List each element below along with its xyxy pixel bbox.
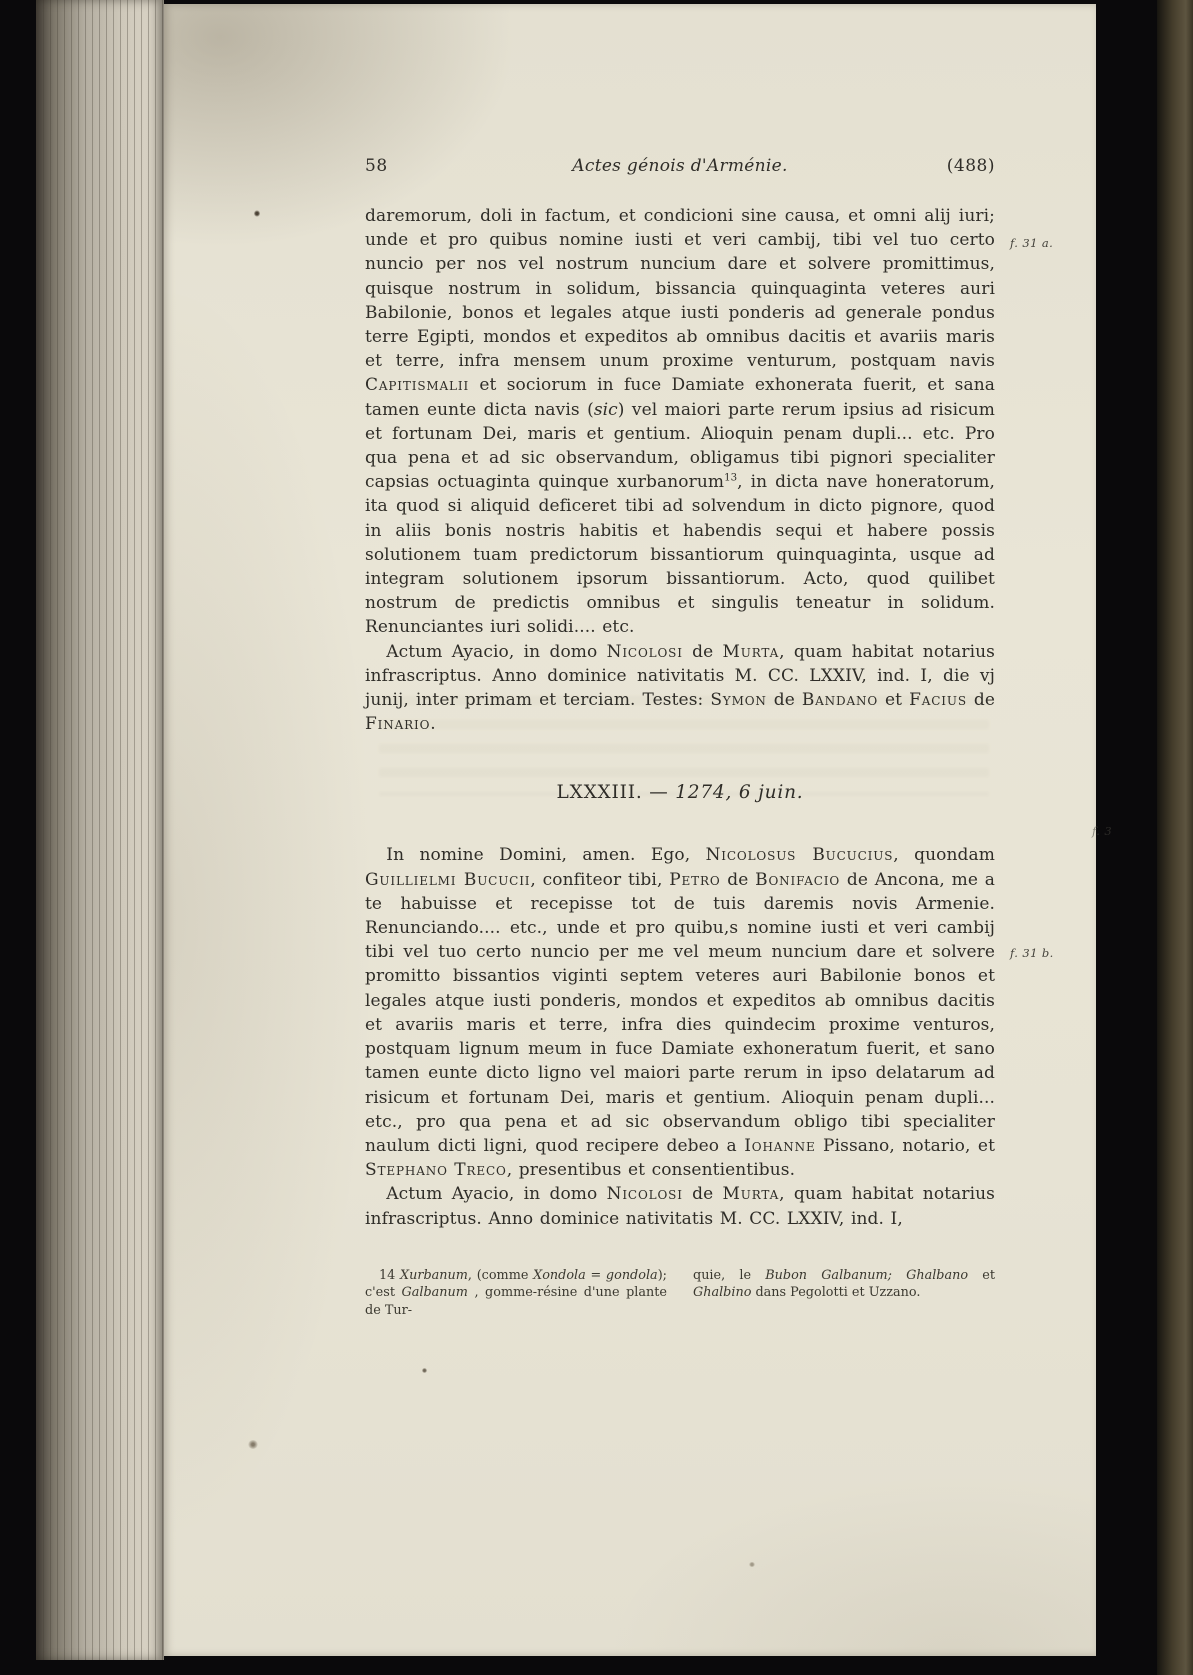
text-block [365, 156, 995, 1319]
footnote-left-column: 14 Xurbanum, (comme Xondola = gondola); c'est Galbanum , gomme-résine d'une plante de Tur- [365, 1267, 667, 1318]
scanned-book-page [164, 4, 1113, 1656]
margin-note-folio-31a: f. 31 a. [1010, 236, 1054, 250]
page-number: 58 [365, 156, 388, 176]
running-title: Actes génois d'Arménie. [572, 156, 788, 176]
paragraph-actum-1: Actum Ayacio, in domo Nicolosi de Murta, quam habitat notarius infrascriptus. Anno dominice nativitatis M. CC. LXXIV, ind. I, die vj junij, inter primam et terciam. Testes: Symon de Bandano et Facius de Finario. [365, 641, 996, 735]
footnote [365, 1267, 995, 1320]
folio-number: (488) [946, 156, 995, 176]
paper-stain [422, 1368, 427, 1373]
book-page-edges [36, 0, 164, 1660]
running-header [365, 156, 995, 176]
margin-note-folio-31b: f. 31 b. [1010, 946, 1054, 960]
margin-note-edge: f. 3 [1092, 824, 1113, 838]
paper-stain [248, 1440, 258, 1449]
footnote-right-column: quie, le Bubon Galbanum; Ghalbano et Ghalbino dans Pegolotti et Uzzano. [693, 1267, 996, 1301]
paragraph-actum-2: Actum Ayacio, in domo Nicolosi de Murta, quam habitat notarius infrascriptus. Anno dominice nativitatis M. CC. LXXIV, ind. I, [365, 1184, 995, 1229]
paragraph-act-lxxxiii: In nomine Domini, amen. Ego, Nicolosus Bucucius, quondam Guillielmi Bucucii, confiteor tibi, Petro de Bonifacio de Ancona, me a te habuisse et recepisse tot de tuis daremis novis Armenie. Renunciando.... etc., unde et pro quibu,s nomine iusti et veri cambij tibi vel tuo certo nuncio per me vel meum nuncium dare et solvere promitto bissantios viginti septem veteres auri Babilonie bonos et legales atque iusti ponderis, mondos et expeditos ab omnibus dacitis et avariis maris et terre, infra dies quindecim proxime venturos, postquam lignum meum in fuce Damiate exhoneratum fuerit, et sano tamen eunte dicto ligno vel maiori parte rerum in ipso delatarum ad risicum et fortunam Dei, maris et gentium. Alioquin penam dupli... etc., pro qua pena et ad sic observandum obligo tibi specialiter naulum dicti ligni, quod recipere debeo a Iohanne Pissano, notario, et Stephano Treco, presentibus et consentientibus. [365, 845, 995, 1181]
paragraph-continuation: daremorum, doli in factum, et condicioni sine causa, et omni alij iuri; unde et pro quibus nomine iusti et veri cambij, tibi vel tuo certo nuncio per nos vel nostrum nuncium dare et solvere promittimus, quisque nostrum in solidum, bissancia quinquaginta veteres auri Babilonie, bonos et legales atque iusti ponderis ad generale pondus terre Egipti, mondos et expeditos ab omnibus dacitis et avariis maris et terre, infra mensem unum proxime venturum, postquam navis Capitismalii et sociorum in fuce Damiate exhonerata fuerit, et sana tamen eunte dicta navis (sic) vel maiori parte rerum ipsius ad risicum et fortunam Dei, maris et gentium. Alioquin penam dupli... etc. Pro qua pena et ad sic observandum, obligamus tibi pignori specialiter capsias octuaginta quinque xurbanorum$^{13}$, in dicta nave honeratorum, ita quod si aliquid deficeret tibi ad solvendum in dicto pignore, quod in aliis bonis nostris habitis et habendis sequi et habere possis solutionem tuam predictorum bissantiorum quinquaginta, usque ad integram solutionem ipsorum bissantiorum. Acto, quod quilibet nostrum de predictis omnibus et singulis teneatur in solidum. Renunciantes iuri solidi.... etc. [365, 206, 995, 638]
adjacent-page-edge [1157, 0, 1193, 1675]
paper-stain [749, 1562, 755, 1567]
section-heading: LXXXIII. — 1274, 6 juin. [556, 782, 804, 804]
paper-stain [254, 210, 260, 217]
